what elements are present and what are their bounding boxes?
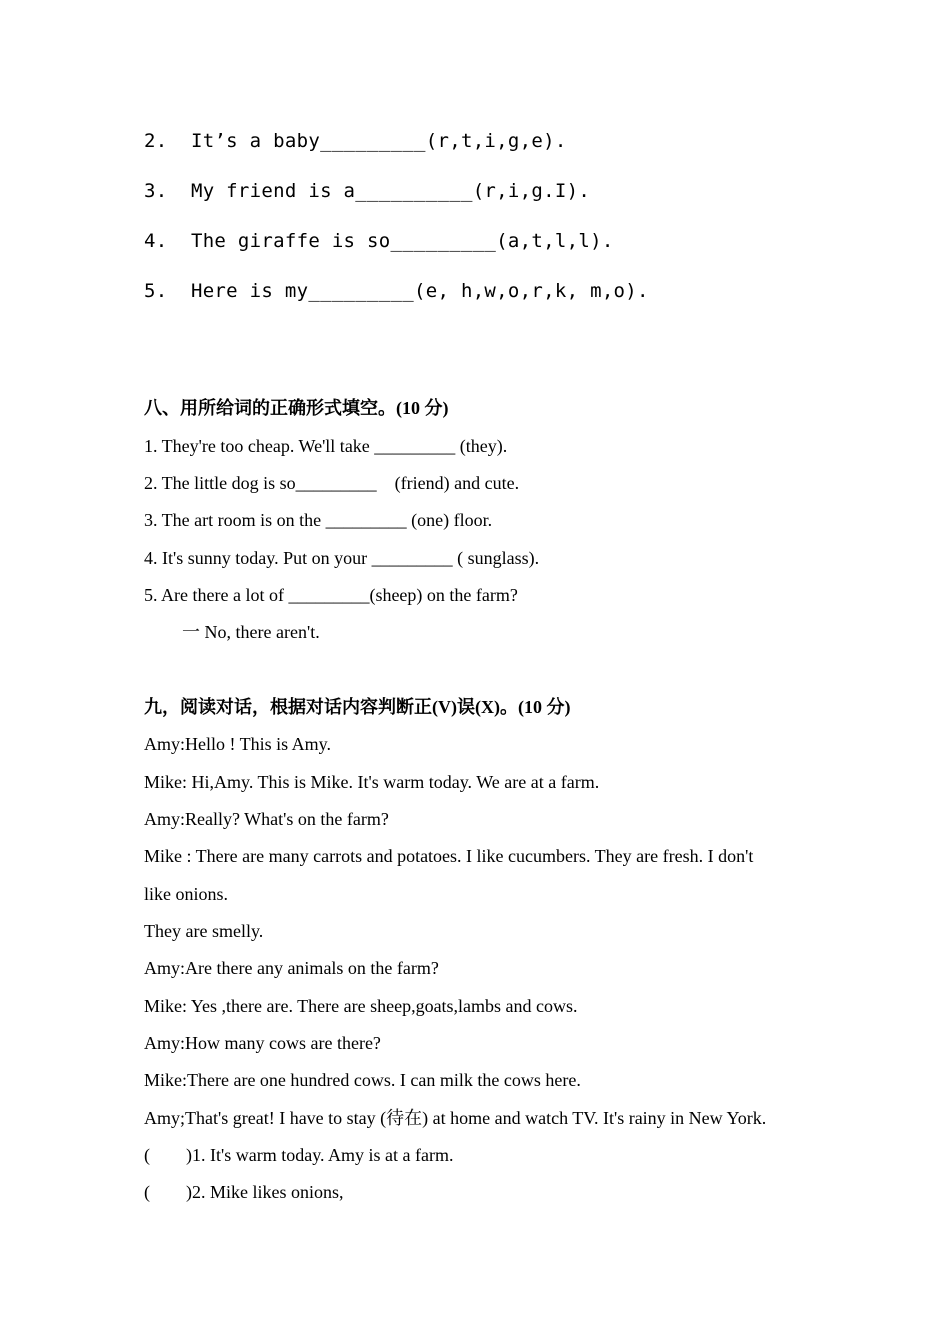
dialogue-line: like onions. — [144, 884, 228, 904]
dialogue-line: Mike : There are many carrots and potatoes. I like cucumbers. They are fresh. I don't — [144, 846, 754, 866]
dialogue-line: Mike: Yes ,there are. There are sheep,goats,lambs and cows. — [144, 996, 578, 1016]
dialogue-line: Amy:Are there any animals on the farm? — [144, 958, 439, 978]
section8-item-5: 5. Are there a lot of _________(sheep) on the farm? — [144, 585, 518, 605]
section8-item-2: 2. The little dog is so_________ (friend) and cute. — [144, 473, 520, 493]
spelling-item-3: 3. My friend is a__________(r,i,g.I). — [144, 180, 591, 202]
spelling-item-5: 5. Here is my_________(e, h,w,o,r,k, m,o). — [144, 280, 649, 302]
dialogue-line: Amy:Hello ! This is Amy. — [144, 734, 332, 754]
spelling-item-2: 2. It’s a baby_________(r,t,i,g,e). — [144, 130, 567, 152]
section8-heading: 八、用所给词的正确形式填空。(10 分) — [144, 398, 449, 418]
judgement-question-1: ( )1. It's warm today. Amy is at a farm. — [144, 1145, 454, 1165]
judgement-question-2: ( )2. Mike likes onions, — [144, 1182, 344, 1202]
dialogue-line: Mike:There are one hundred cows. I can milk the cows here. — [144, 1070, 581, 1090]
section8-item-4: 4. It's sunny today. Put on your _________ ( sunglass). — [144, 548, 540, 568]
spelling-item-4: 4. The giraffe is so_________(a,t,l,l). — [144, 230, 614, 252]
section8-item-3: 3. The art room is on the _________ (one) floor. — [144, 510, 493, 530]
dialogue-line: They are smelly. — [144, 921, 264, 941]
section9-heading: 九，阅读对话，根据对话内容判断正(V)误(X)。(10 分) — [144, 697, 571, 717]
dialogue-line: Amy;That's great! I have to stay (待在) at home and watch TV. It's rainy in New York. — [144, 1108, 767, 1128]
dialogue-line: Amy:How many cows are there? — [144, 1033, 381, 1053]
section8-item-1: 1. They're too cheap. We'll take _________ (they). — [144, 436, 508, 456]
section8-answer: 一 No, there aren't. — [182, 622, 320, 642]
dialogue-line: Amy:Really? What's on the farm? — [144, 809, 389, 829]
dialogue-line: Mike: Hi,Amy. This is Mike. It's warm today. We are at a farm. — [144, 772, 600, 792]
